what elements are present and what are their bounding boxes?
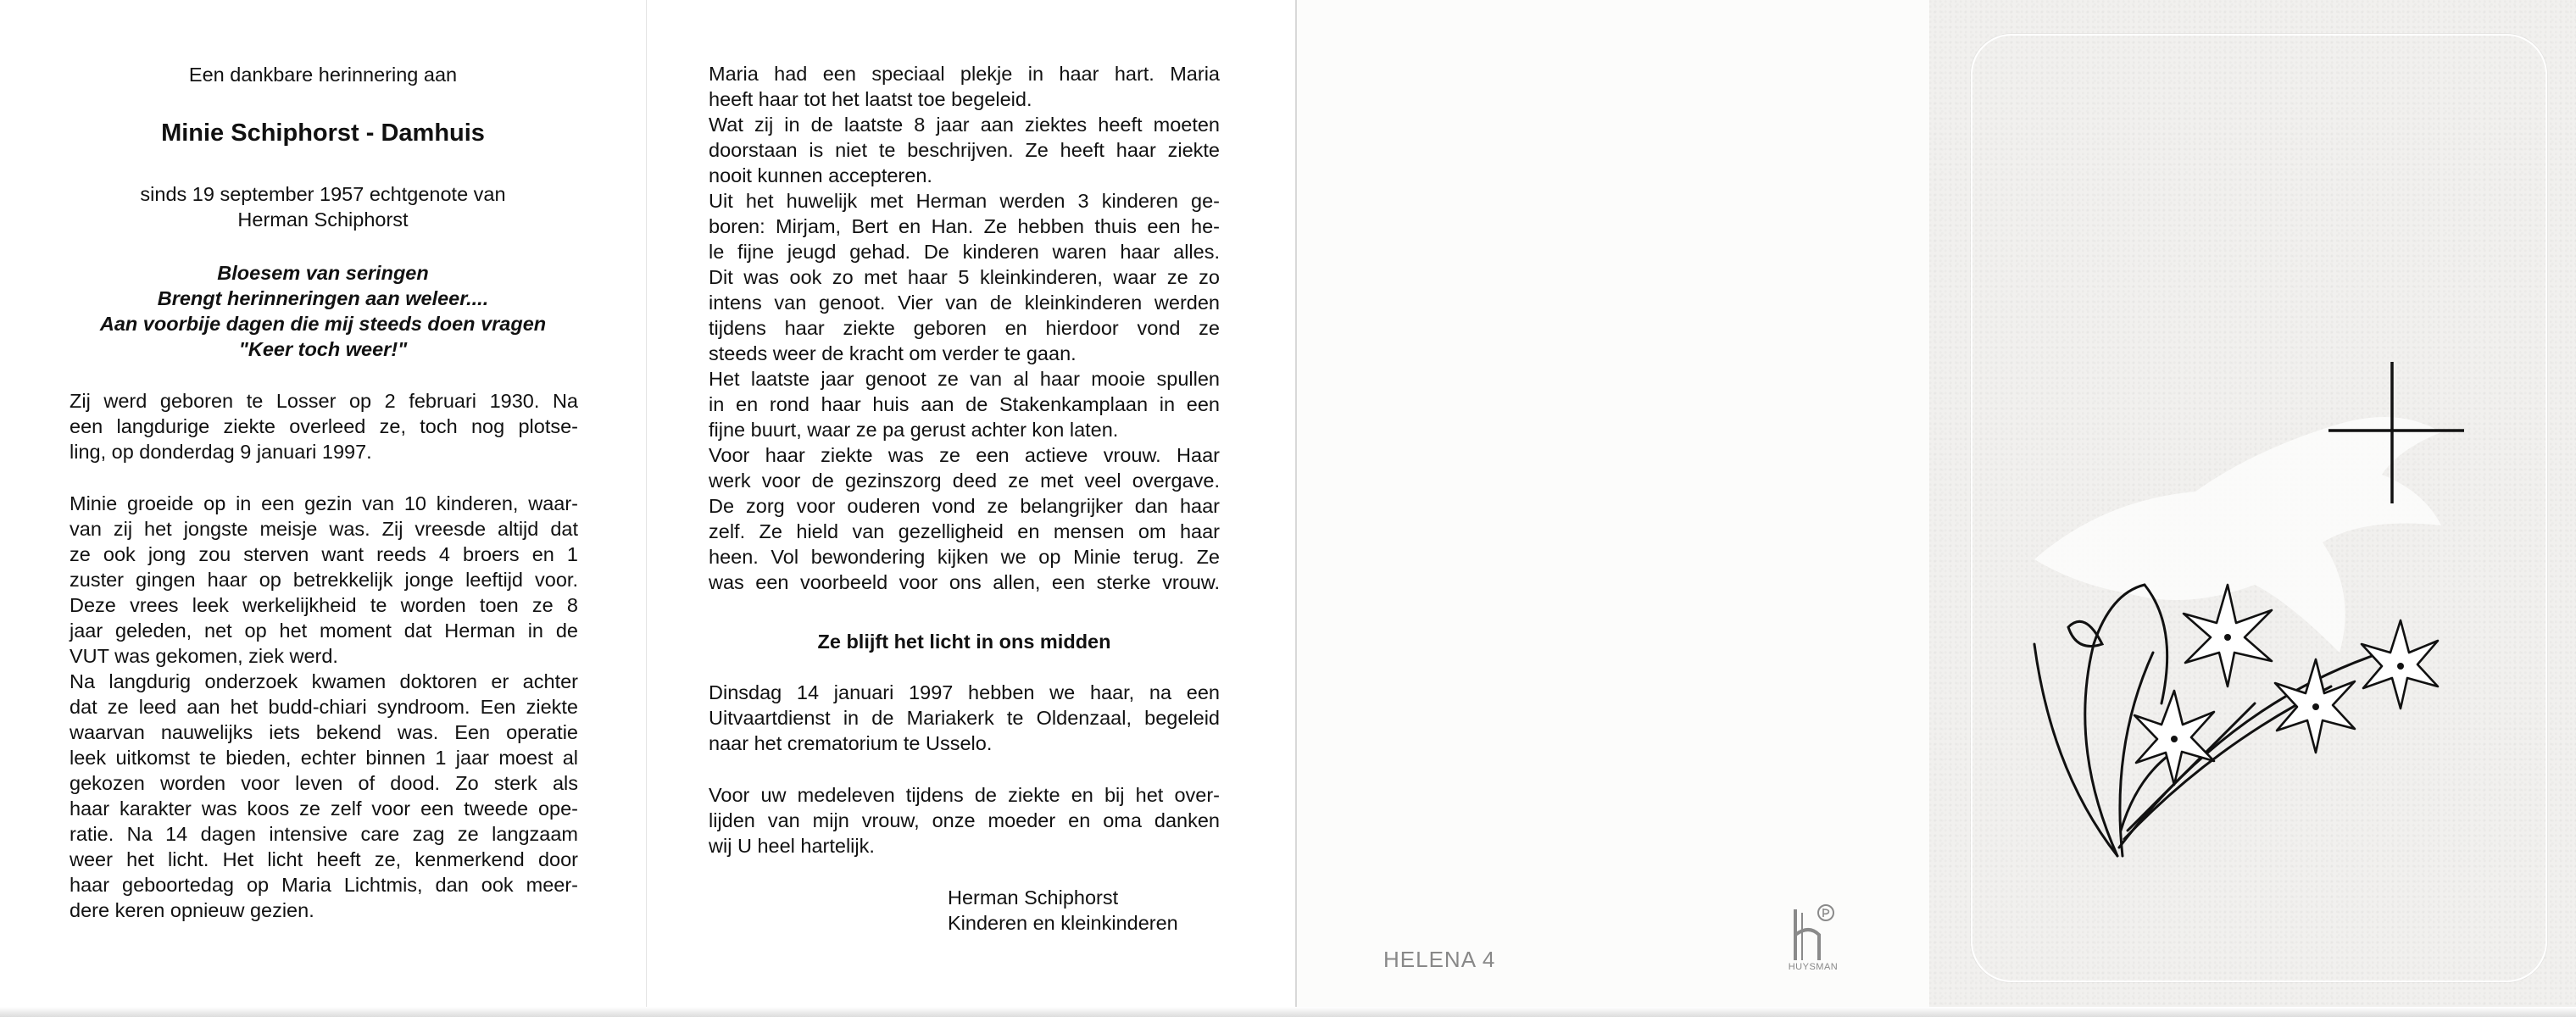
deceased-name: Minie Schiphorst - Damhuis (161, 119, 485, 147)
life-paragraph-line: ze ook jong zou sterven want reeds 4 broers en 1 (70, 543, 578, 565)
scan-bottom-edge (0, 1007, 2576, 1017)
middle-paragraph-line: zelf. Ze hield van gezelligheid en mensen om haar (709, 520, 1220, 542)
middle-paragraph-line: tijdens haar ziekte geboren en hierdoor vond ze (709, 317, 1220, 339)
lily-flowers-icon (2017, 576, 2458, 881)
page-back (1295, 0, 1931, 1017)
middle-paragraph-line: Dit was ook zo met haar 5 kleinkinderen, waar ze zo (709, 266, 1220, 288)
life-paragraph-line: leek uitkomst te bieden, echter binnen 1 jaar moest al (70, 747, 578, 769)
signature-family: Kinderen en kleinkinderen (948, 912, 1178, 934)
motto: Ze blijft het licht in ons midden (817, 631, 1111, 653)
middle-paragraph-line: fijne buurt, waar ze pa gerust achter kon laten. (709, 419, 1119, 441)
middle-paragraph-line: in en rond haar huis aan de Stakenkamplaan in een (709, 393, 1220, 415)
life-paragraph-line: weer het licht. Het licht heeft ze, kenmerkend door (70, 848, 578, 870)
middle-paragraph-line: le fijne jeugd gehad. De kinderen waren haar alles. (709, 241, 1220, 263)
poem-line: Aan voorbije dagen die mij steeds doen vragen (99, 313, 547, 335)
life-paragraph-line: gekozen worden voor leven of dood. Zo sterk als (70, 772, 578, 794)
life-paragraph-line: van zij het jongste meisje was. Zij vreesde altijd dat (70, 518, 578, 540)
funeral-paragraph-line: Dinsdag 14 januari 1997 hebben we haar, na een (709, 681, 1220, 703)
thanks-paragraph-line: Voor uw medeleven tijdens de ziekte en bij het over- (709, 784, 1220, 806)
life-paragraph-line: zuster gingen haar op betrekkelijk jonge leeftijd voor. (70, 569, 578, 591)
life-paragraph-line: ratie. Na 14 dagen intensive care zag ze langzaam (70, 823, 578, 845)
life-paragraph-line: jaar geleden, net op het moment dat Herman in de (70, 620, 578, 642)
spouse-line-2: Herman Schiphorst (237, 208, 409, 231)
life-paragraph-line: haar karakter was koos ze zelf voor een tweede ope- (70, 797, 578, 820)
life-paragraph-line: Na langdurig onderzoek kwamen doktoren er achter (70, 670, 578, 692)
poem-line: Brengt herinneringen aan weleer.... (157, 287, 489, 309)
card-model-label: HELENA 4 (1383, 947, 1496, 972)
thanks-paragraph-line: lijden van mijn vrouw, onze moeder en oma danken (709, 809, 1220, 831)
middle-paragraph-line: doorstaan is niet te beschrijven. Ze heeft haar ziekte (709, 139, 1220, 161)
thanks-paragraph-line: wij U heel hartelijk. (709, 835, 875, 857)
birth-paragraph-line: Zij werd geboren te Losser op 2 februari 1930. Na (70, 390, 578, 412)
middle-paragraph-line: was een voorbeeld voor ons allen, een sterke vrouw. (709, 571, 1220, 593)
signature-name: Herman Schiphorst (948, 886, 1119, 909)
funeral-paragraph-line: naar het crematorium te Usselo. (709, 732, 993, 754)
middle-paragraph-line: Voor haar ziekte was ze een actieve vrouw. Haar (709, 444, 1220, 466)
middle-paragraph-line: boren: Mirjam, Bert en Han. Ze hebben thuis een he- (709, 215, 1220, 237)
intro-text: Een dankbare herinnering aan (188, 64, 458, 86)
logo-brand-text: HUYSMAN (1788, 962, 1839, 972)
middle-paragraph-line: heen. Vol bewondering kijken we op Minie terug. Ze (709, 546, 1220, 568)
middle-paragraph-line: Uit het huwelijk met Herman werden 3 kinderen ge- (709, 190, 1220, 212)
middle-paragraph-line: Wat zij in de laatste 8 jaar aan ziektes heeft moeten (709, 114, 1220, 136)
life-paragraph-line: Minie groeide op in een gezin van 10 kinderen, waar- (70, 492, 578, 514)
middle-paragraph-line: Maria had een speciaal plekje in haar hart. Maria (709, 63, 1220, 85)
cross-icon (2324, 358, 2468, 510)
middle-paragraph-line: heeft haar tot het laatst toe begeleid. (709, 88, 1032, 110)
life-paragraph-line: VUT was gekomen, ziek werd. (70, 645, 338, 667)
life-paragraph-line: haar geboortedag op Maria Lichtmis, dan ook meer- (70, 874, 578, 896)
middle-paragraph-line: nooit kunnen accepteren. (709, 164, 932, 186)
life-paragraph-line: dere keren opnieuw gezien. (70, 899, 314, 921)
middle-paragraph-line: steeds weer de kracht om verder te gaan. (709, 342, 1077, 364)
birth-paragraph-line: een langdurige ziekte overleed ze, toch nog plotse- (70, 415, 578, 437)
life-paragraph-line: waarvan nauwelijks iets bekend was. Een operatie (70, 721, 578, 743)
poem-line: "Keer toch weer!" (238, 338, 408, 360)
spouse-line-1: sinds 19 september 1957 echtgenote van (140, 183, 506, 205)
life-paragraph-line: Deze vrees leek werkelijkheid te worden toen ze 8 (70, 594, 578, 616)
middle-paragraph-line: intens van genoot. Vier van de kleinkinderen werden (709, 292, 1220, 314)
middle-paragraph-line: De zorg voor ouderen vond ze belangrijker dan haar (709, 495, 1220, 517)
funeral-paragraph-line: Uitvaartdienst in de Mariakerk te Oldenzaal, begeleid (709, 707, 1220, 729)
life-paragraph-line: dat ze leed aan het budd-chiari syndroom. Een ziekte (70, 696, 578, 718)
birth-paragraph-line: ling, op donderdag 9 januari 1997. (70, 441, 372, 463)
middle-paragraph-line: Het laatste jaar genoot ze van al haar mooie spullen (709, 368, 1220, 390)
poem-line: Bloesem van seringen (217, 262, 429, 284)
middle-paragraph-line: werk voor de gezinszorg deed ze met veel overgave. (709, 470, 1220, 492)
